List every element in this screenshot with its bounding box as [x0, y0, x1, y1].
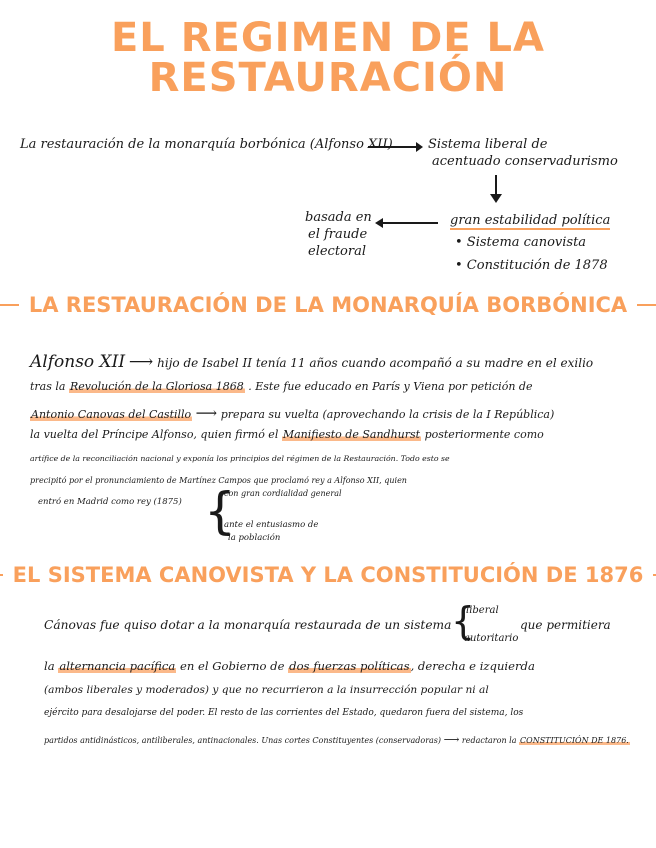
s2-line5-a: partidos antidinásticos, antiliberales, antinacionales. Unas cortes Constituyentes (conservadoras) — [44, 736, 442, 745]
s1-line-1 — [30, 352, 593, 372]
s1-alfonso: Alfonso XII — [30, 352, 126, 372]
s2-line2-c: , derecha e izquierda — [410, 659, 535, 673]
intro-side-line2: el fraude — [308, 227, 368, 242]
s1-line-6: precipitó por el pronunciamiento de Martínez Campos que proclamó rey a Alfonso XII, quien — [30, 476, 407, 485]
s2-line-4: ejército para desalojarse del poder. El resto de las corrientes del Estado, quedaron fuera del sistema, los — [44, 708, 524, 718]
s1-brace-icon: { — [204, 482, 236, 540]
s1-sandhurst-highlight: Manifiesto de Sandhurst — [282, 428, 421, 441]
section-1-rule-right — [637, 304, 656, 306]
intro-side-line1: basada en — [305, 210, 372, 225]
s1-gloriosa-highlight: Revolución de la Gloriosa 1868 — [69, 380, 244, 393]
page-title: EL REGIMEN DE LA RESTAURACIÓN — [110, 15, 545, 101]
section-1-rule-left — [0, 304, 19, 306]
s1-line4-b: posteriormente como — [424, 428, 544, 441]
s1-line2-b: . Este fue educado en París y Viena por petición de — [248, 380, 533, 393]
s1-line2-a: tras la — [30, 380, 66, 393]
arrow-right-icon — [366, 138, 424, 157]
s2-alternancia-highlight: alternancia pacífica — [59, 659, 176, 673]
s2-arrow-icon: ⟶ — [443, 733, 460, 746]
section-2-title: EL SISTEMA CANOVISTA Y LA CONSTITUCIÓN DE 1876 — [12, 563, 644, 587]
arrow-left-icon — [374, 214, 440, 233]
section-1-title: LA RESTAURACIÓN DE LA MONARQUÍA BORBÓNICA — [28, 293, 628, 317]
s1-arrow-1-icon: ⟶ — [128, 352, 154, 372]
s1-line-3 — [30, 404, 554, 422]
s1-line-2 — [30, 380, 532, 393]
s2-line5-b: redactaron la — [461, 736, 517, 745]
s2-brace-liberal: liberal — [466, 605, 499, 616]
s1-line4-a: la vuelta del Príncipe Alfonso, quien firmó el — [30, 428, 279, 441]
intro-right-line2: acentuado conservadurismo — [432, 154, 618, 169]
s2-line-2 — [44, 659, 535, 673]
s2-line2-a: la — [44, 659, 55, 673]
intro-bullet-2: • Constitución de 1878 — [455, 258, 608, 273]
s1-line1-rest: hijo de Isabel II tenía 11 años cuando acompañó a su madre en el exilio — [157, 356, 594, 370]
s1-canovas-highlight: Antonio Canovas del Castillo — [31, 408, 192, 421]
arrow-down-icon — [489, 174, 503, 208]
section-2-header — [0, 555, 656, 595]
stability-underlined: gran estabilidad política — [450, 213, 611, 228]
s2-brace-icon: { — [451, 599, 476, 643]
s2-line1-end: que permitiera — [520, 618, 611, 632]
s2-line2-b: en el Gobierno de — [180, 659, 285, 673]
s1-line3-b: prepara su vuelta (aprovechando la crisis de la I República) — [220, 408, 555, 421]
s2-line-5 — [44, 733, 630, 746]
s2-constitucion-highlight: CONSTITUCIÓN DE 1876. — [520, 736, 629, 745]
intro-bullet-1: • Sistema canovista — [455, 235, 587, 250]
s2-line-3: (ambos liberales y moderados) y que no recurrieron a la insurrección popular ni al — [44, 684, 489, 696]
s1-line-4 — [30, 428, 544, 441]
s1-brace-item-2a: ante el entusiasmo de — [224, 520, 319, 530]
s1-line-7: entró en Madrid como rey (1875) — [38, 497, 182, 507]
intro-center-text — [450, 213, 610, 228]
s1-line-5: artífice de la reconciliación nacional y exponía los principios del régimen de la Restauración. Todo esto se — [30, 454, 450, 463]
s2-line-1: Cánovas fue quiso dotar a la monarquía restaurada de un sistema — [44, 618, 452, 632]
intro-side-line3: electoral — [308, 244, 366, 259]
intro-right-line1: Sistema liberal de — [428, 137, 548, 152]
s1-brace-item-1: con gran cordialidad general — [224, 489, 342, 498]
s1-arrow-2-icon: ⟶ — [195, 404, 218, 422]
s2-fuerzas-highlight: dos fuerzas políticas — [289, 659, 410, 673]
s2-brace-autoritario: autoritario — [464, 633, 519, 644]
intro-left-text: La restauración de la monarquía borbónica (Alfonso XII) — [20, 137, 393, 152]
section-1-header — [0, 285, 656, 325]
s1-brace-item-2b: la población — [228, 533, 281, 543]
